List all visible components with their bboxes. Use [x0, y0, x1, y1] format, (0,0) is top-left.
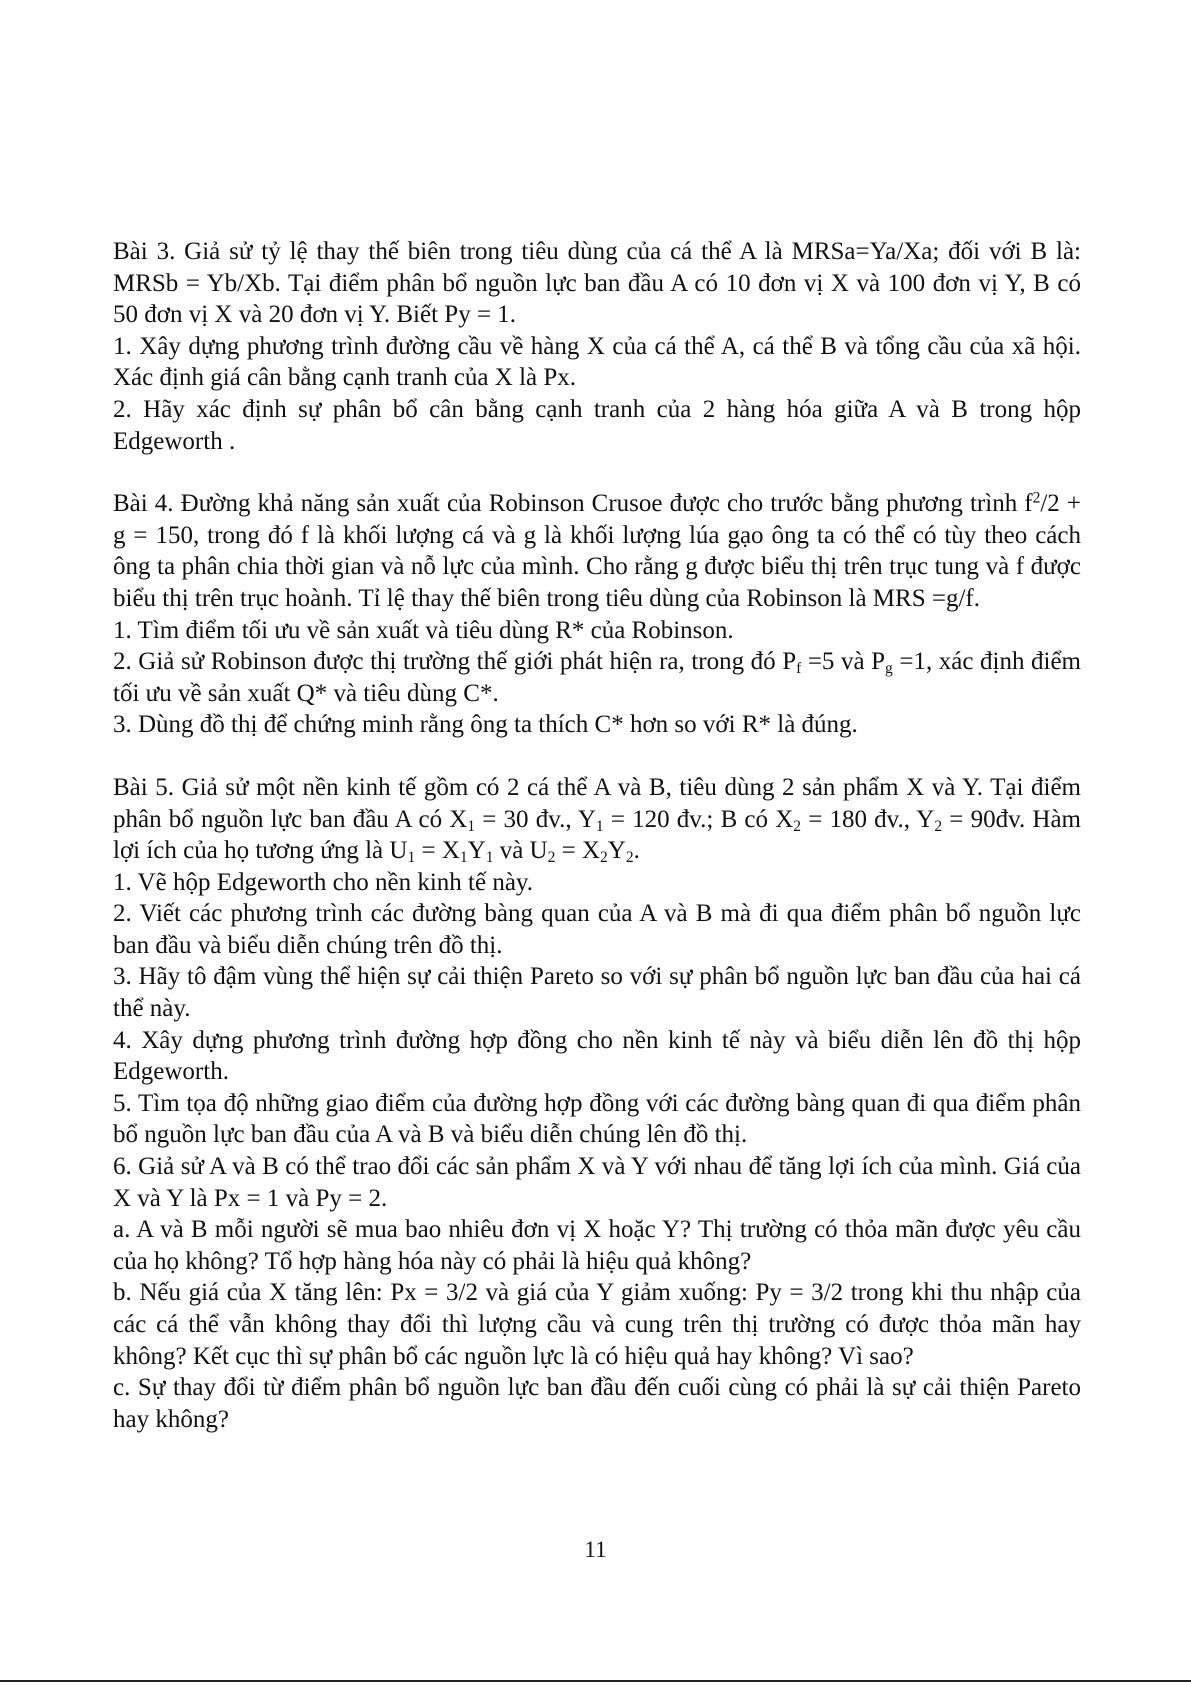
exercise-4-q2-text-c: =1, xác định điểm tối ưu về sản xuất Q* và tiêu dùng C*.	[113, 648, 1081, 707]
exercise-5-question-3: 3. Hãy tô đậm vùng thể hiện sự cải thiện Pareto so với sự phân bổ nguồn lực ban đầu của hai cá thể này.	[113, 963, 1081, 1023]
exercise-5-question-6a: a. A và B mỗi người sẽ mua bao nhiêu đơn vị X hoặc Y? Thị trường có thỏa mãn được yêu cầu của họ không? Tổ hợp hàng hóa này có phải là hiệu quả không?	[113, 1216, 1081, 1275]
page-content	[113, 236, 1081, 1435]
exercise-5-question-1: 1. Vẽ hộp Edgeworth cho nền kinh tế này.	[113, 868, 534, 896]
exercise-4-intro	[113, 488, 1081, 614]
exercise-4	[113, 488, 1081, 741]
exercise-5-question-6: 6. Giả sử A và B có thể trao đổi các sản phẩm X và Y với nhau để tăng lợi ích của mình. Giá của X và Y là Px = 1 và Py = 2.	[113, 1153, 1081, 1212]
exercise-4-intro-text-a: Bài 4. Đường khả năng sản xuất của Robinson Crusoe được cho trước bằng phương trình f	[113, 490, 1033, 518]
exercise-5-intro-k: .	[633, 837, 640, 865]
exercise-5-intro-a: Bài 5. Giả sử một nền kinh tế gồm có 2 cá thể A và B, tiêu dùng 2 sản phẩm X và Y. Tại điểm phân bổ nguồn lực ban đầu A có X	[113, 773, 1081, 833]
exercise-4-q2-text-a: 2. Giả sử Robinson được thị trường thế giới phát hiện ra, trong đó P	[113, 648, 797, 676]
subscript: 2	[793, 817, 802, 835]
subscript: 2	[600, 848, 608, 866]
subscript: 2	[547, 848, 556, 866]
subscript: 2	[934, 817, 943, 835]
exercise-5-intro-f: = X	[415, 837, 460, 865]
exercise-4-q2-text-b: =5 và P	[801, 648, 886, 676]
exercise-5-question-6c: c. Sự thay đổi từ điểm phân bổ nguồn lực ban đầu đến cuối cùng có phải là sự cải thiện Pareto hay không?	[113, 1374, 1081, 1433]
page-number: 11	[584, 1537, 607, 1562]
subscript: 1	[467, 817, 476, 835]
price-f-subscript: f	[796, 660, 802, 677]
subscript: 1	[595, 817, 604, 835]
exercise-5-question-6b: b. Nếu giá của X tăng lên: Px = 3/2 và giá của Y giảm xuống: Py = 3/2 trong khi thu nhập của các cá thể vẫn không thay đổi thì lượng cầu và cung trên thị trường có được thỏa mãn hay không? Kết cục thì sự phân bổ các nguồn lực là có hiệu quả hay không? Vì sao?	[113, 1279, 1081, 1370]
exercise-5-intro	[113, 772, 1081, 867]
exercise-5	[113, 772, 1081, 1435]
exercise-5-intro-g: Y	[467, 837, 486, 865]
exercise-5-question-2: 2. Viết các phương trình các đường bàng quan của A và B mà đi qua điểm phân bổ nguồn lực ban đầu và biểu diễn chúng trên đồ thị.	[113, 900, 1081, 959]
exercise-4-question-1: 1. Tìm điểm tối ưu về sản xuất và tiêu dùng R* của Robinson.	[113, 616, 734, 644]
exercise-5-question-4: 4. Xây dựng phương trình đường hợp đồng cho nền kinh tế này và biểu diễn lên đồ thị hộp Edgeworth.	[113, 1026, 1081, 1086]
exercise-5-question-5: 5. Tìm tọa độ những giao điểm của đường hợp đồng với các đường bàng quan đi qua điểm phân bổ nguồn lực ban đầu của A và B và biểu diễn chúng lên đồ thị.	[113, 1089, 1081, 1149]
subscript: 1	[459, 848, 468, 866]
subscript: 1	[485, 848, 494, 866]
exercise-5-intro-b: = 30 đv., Y	[475, 805, 596, 833]
price-g-subscript: g	[885, 660, 893, 677]
exercise-5-intro-h: và U	[493, 837, 548, 865]
subscript: 1	[407, 848, 416, 866]
exercise-5-intro-d: = 180 đv., Y	[801, 805, 935, 833]
exercise-4-question-2	[113, 646, 1081, 709]
section-gap	[113, 741, 1081, 772]
footer-rule	[0, 1680, 1191, 1682]
exercise-3-question-1: 1. Xây dựng phương trình đường cầu về hàng X của cá thể A, cá thể B và tổng cầu của xã hội. Xác định giá cân bằng cạnh tranh của X là Px.	[113, 332, 1081, 392]
exercise-4-intro-text-b: /2 + g = 150, trong đó f là khối lượng cá và g là khối lượng lúa gạo ông ta có thể có tùy theo cách ông ta phân chia thời gian và nỗ lực của mình. Cho rằng g được biểu thị trên trục tung và f được biểu thị trên trục hoành. Tỉ lệ thay thế biên trong tiêu dùng của Robinson là MRS =g/f.	[113, 490, 1081, 612]
exercise-5-intro-e: = 90đv. Hàm lợi ích của họ tương ứng là U	[113, 805, 1081, 865]
exercise-5-intro-i: = X	[555, 837, 600, 865]
subscript: 2	[625, 848, 634, 866]
exercise-3-intro: Bài 3. Giả sử tỷ lệ thay thế biên trong tiêu dùng của cá thể A là MRSa=Ya/Xa; đối với B là: MRSb = Yb/Xb. Tại điểm phân bổ nguồn lực ban đầu A có 10 đơn vị X và 100 đơn vị Y, B có 50 đơn vị X và 20 đơn vị Y. Biết Py = 1.	[113, 238, 1081, 329]
exercise-5-intro-c: = 120 đv.; B có X	[603, 805, 794, 833]
exercise-4-superscript: 2	[1032, 489, 1041, 507]
exercise-5-intro-j: Y	[607, 837, 626, 865]
exercise-3	[113, 236, 1081, 457]
exercise-4-question-3: 3. Dùng đồ thị để chứng minh rằng ông ta thích C* hơn so với R* là đúng.	[113, 711, 858, 739]
section-gap	[113, 457, 1081, 488]
exercise-3-question-2: 2. Hãy xác định sự phân bổ cân bằng cạnh tranh của 2 hàng hóa giữa A và B trong hộp Edgeworth .	[113, 395, 1081, 455]
